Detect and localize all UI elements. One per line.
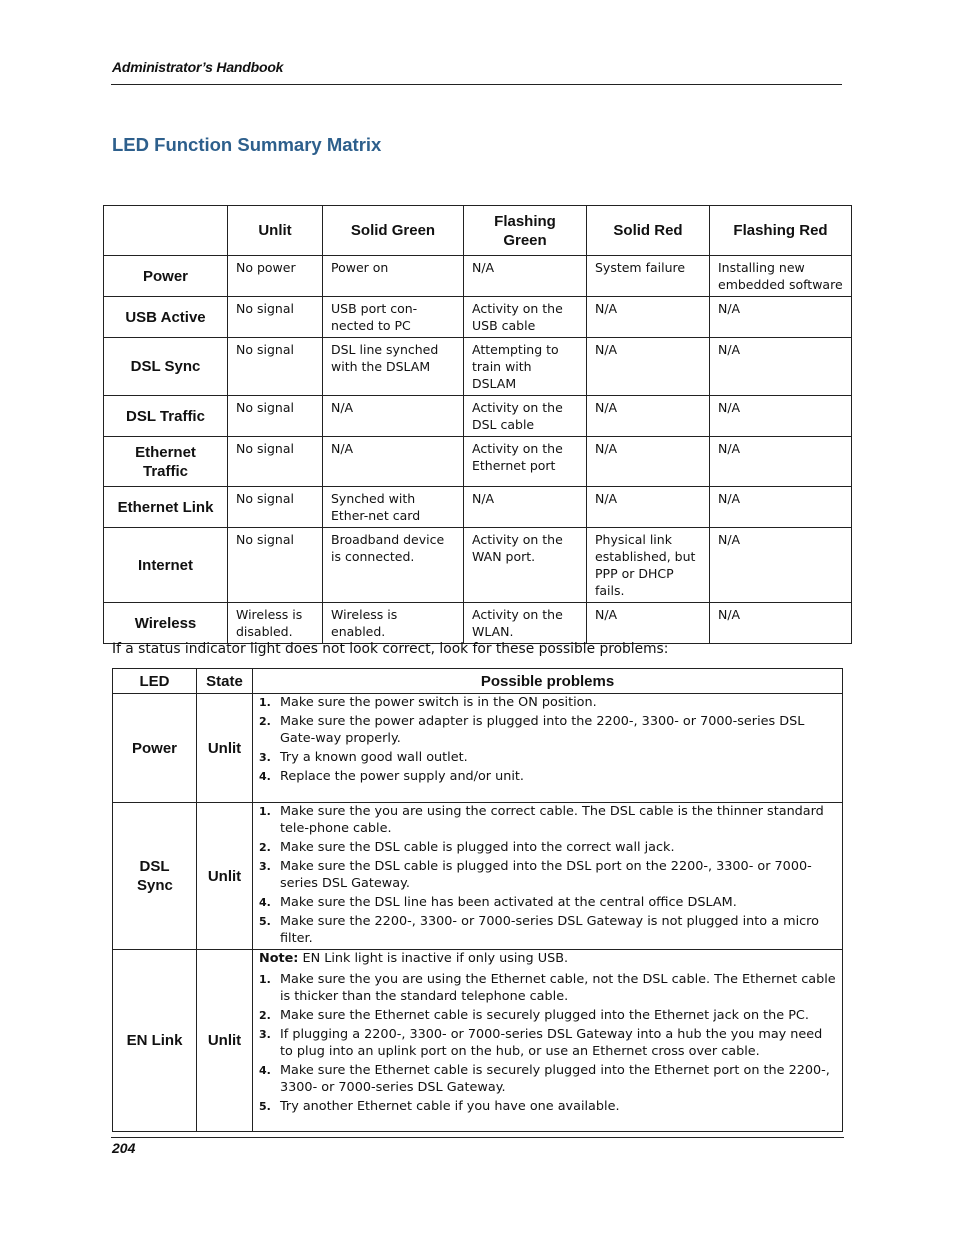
problems-led-state: Unlit <box>197 694 253 803</box>
matrix-cell: N/A <box>710 437 852 487</box>
problems-list-cell <box>253 803 843 950</box>
matrix-column-header: Unlit <box>228 206 323 256</box>
matrix-cell: N/A <box>710 487 852 528</box>
matrix-cell: System failure <box>587 256 710 297</box>
matrix-row-led-name: DSL Sync <box>104 338 228 396</box>
matrix-row-led-name: Ethernet Link <box>104 487 228 528</box>
problem-item <box>259 768 836 785</box>
matrix-cell: N/A <box>323 437 464 487</box>
matrix-cell: N/A <box>464 487 587 528</box>
problem-item <box>259 694 836 711</box>
problem-item-text: Make sure the you are using the Ethernet cable, not the DSL cable. The Ethernet cable is thicker than the standard telephone cable. <box>280 972 836 1004</box>
matrix-cell: Installing new embedded software <box>710 256 852 297</box>
matrix-cell: Physical link established, but PPP or DHCP fails. <box>587 528 710 603</box>
matrix-cell: DSL line synched with the DSLAM <box>323 338 464 396</box>
problems-list <box>259 803 836 947</box>
problems-row <box>113 803 843 950</box>
note-label: Note: <box>259 951 299 966</box>
problem-item-number: 5. <box>259 1100 271 1113</box>
matrix-cell: USB port con-nected to PC <box>323 297 464 338</box>
problems-list <box>259 694 836 785</box>
problems-led-state: Unlit <box>197 950 253 1132</box>
matrix-cell: N/A <box>587 338 710 396</box>
matrix-cell: N/A <box>587 487 710 528</box>
matrix-row <box>104 487 852 528</box>
matrix-cell: N/A <box>710 338 852 396</box>
matrix-row <box>104 528 852 603</box>
header-rule <box>111 84 842 85</box>
problem-item-number: 1. <box>259 805 271 818</box>
matrix-row-led-name: Power <box>104 256 228 297</box>
problems-intro-text: If a status indicator light does not look correct, look for these possible problems: <box>112 641 669 657</box>
problem-item <box>259 858 836 892</box>
matrix-header-row <box>104 206 852 256</box>
problem-item <box>259 894 836 911</box>
matrix-cell: Activity on the Ethernet port <box>464 437 587 487</box>
problems-list <box>259 971 836 1115</box>
note-body: EN Link light is inactive if only using USB. <box>298 951 569 966</box>
problems-led-state: Unlit <box>197 803 253 950</box>
matrix-row-led-name: Internet <box>104 528 228 603</box>
matrix-column-header: Flashing Red <box>710 206 852 256</box>
matrix-corner-cell <box>104 206 228 256</box>
matrix-cell: Activity on the DSL cable <box>464 396 587 437</box>
matrix-cell: N/A <box>710 396 852 437</box>
problem-item-text: Try a known good wall outlet. <box>280 750 468 765</box>
problem-item <box>259 749 836 766</box>
problem-item-text: If plugging a 2200-, 3300- or 7000-series DSL Gateway into a hub the you may need to plug into an uplink port on the hub, or use an Ethernet cross over cable. <box>280 1027 823 1059</box>
problem-item-text: Make sure the you are using the correct cable. The DSL cable is the thinner standard tele-phone cable. <box>280 804 824 836</box>
matrix-cell: Wireless is disabled. <box>228 603 323 644</box>
problem-item <box>259 1098 836 1115</box>
problem-item-text: Make sure the 2200-, 3300- or 7000-series DSL Gateway is not plugged into a micro filter. <box>280 914 819 946</box>
problems-row <box>113 950 843 1132</box>
problem-item-number: 4. <box>259 1064 271 1077</box>
matrix-cell: N/A <box>710 297 852 338</box>
problems-row <box>113 694 843 803</box>
problem-item <box>259 713 836 747</box>
section-title: LED Function Summary Matrix <box>112 134 382 155</box>
problem-item-text: Replace the power supply and/or unit. <box>280 769 525 784</box>
problem-item-text: Make sure the power switch is in the ON position. <box>280 695 597 710</box>
problem-item <box>259 803 836 837</box>
problem-item-text: Try another Ethernet cable if you have one available. <box>280 1099 620 1114</box>
problem-item-text: Make sure the DSL line has been activated at the central office DSLAM. <box>280 895 737 910</box>
problem-item-text: Make sure the Ethernet cable is securely plugged into the Ethernet jack on the PC. <box>280 1008 809 1023</box>
matrix-cell: No signal <box>228 528 323 603</box>
matrix-cell: N/A <box>710 603 852 644</box>
problem-item <box>259 1007 836 1024</box>
matrix-column-header: Flashing Green <box>464 206 587 256</box>
matrix-cell: Synched with Ether-net card <box>323 487 464 528</box>
problems-column-header: Possible problems <box>253 669 843 694</box>
matrix-column-header: Solid Red <box>587 206 710 256</box>
problem-item <box>259 1026 836 1060</box>
matrix-cell: Broadband device is connected. <box>323 528 464 603</box>
problems-led-name: EN Link <box>113 950 197 1132</box>
matrix-row-led-name: DSL Traffic <box>104 396 228 437</box>
matrix-column-header: Solid Green <box>323 206 464 256</box>
possible-problems-table <box>112 668 843 1132</box>
matrix-cell: Activity on the WLAN. <box>464 603 587 644</box>
matrix-cell: N/A <box>710 528 852 603</box>
problem-item-number: 2. <box>259 715 271 728</box>
matrix-cell: N/A <box>587 297 710 338</box>
matrix-cell: No power <box>228 256 323 297</box>
problem-item-number: 2. <box>259 1009 271 1022</box>
problem-item-number: 1. <box>259 696 271 709</box>
matrix-cell: Attempting to train with DSLAM <box>464 338 587 396</box>
matrix-cell: N/A <box>587 603 710 644</box>
matrix-cell: No signal <box>228 487 323 528</box>
note-text <box>259 950 836 967</box>
matrix-row <box>104 437 852 487</box>
problem-item-number: 4. <box>259 770 271 783</box>
problem-item-text: Make sure the DSL cable is plugged into the correct wall jack. <box>280 840 675 855</box>
matrix-row-led-name: Wireless <box>104 603 228 644</box>
led-function-matrix <box>103 205 852 644</box>
problem-item-number: 5. <box>259 915 271 928</box>
problem-item-number: 1. <box>259 973 271 986</box>
footer-rule <box>111 1137 844 1138</box>
problem-item <box>259 839 836 856</box>
problem-item-number: 3. <box>259 751 271 764</box>
problem-item <box>259 1062 836 1096</box>
matrix-cell: No signal <box>228 396 323 437</box>
matrix-row <box>104 256 852 297</box>
problem-item-number: 4. <box>259 896 271 909</box>
problems-led-name: DSL Sync <box>113 803 197 950</box>
matrix-row <box>104 603 852 644</box>
matrix-cell: Wireless is enabled. <box>323 603 464 644</box>
matrix-cell: No signal <box>228 437 323 487</box>
matrix-cell: N/A <box>323 396 464 437</box>
problem-item-number: 3. <box>259 1028 271 1041</box>
problems-header-row <box>113 669 843 694</box>
problem-item-number: 3. <box>259 860 271 873</box>
problem-item-text: Make sure the power adapter is plugged into the 2200-, 3300- or 7000-series DSL Gate-way properly. <box>280 714 805 746</box>
matrix-cell: No signal <box>228 338 323 396</box>
matrix-row <box>104 338 852 396</box>
problem-item <box>259 971 836 1005</box>
problems-list-cell <box>253 950 843 1132</box>
matrix-row-led-name: USB Active <box>104 297 228 338</box>
matrix-row-led-name: Ethernet Traffic <box>104 437 228 487</box>
matrix-cell: Power on <box>323 256 464 297</box>
problems-column-header: State <box>197 669 253 694</box>
running-header-title: Administrator’s Handbook <box>112 59 284 75</box>
problem-item-number: 2. <box>259 841 271 854</box>
problem-item-text: Make sure the DSL cable is plugged into the DSL port on the 2200-, 3300- or 7000-series DSL Gateway. <box>280 859 812 891</box>
matrix-cell: No signal <box>228 297 323 338</box>
matrix-cell: Activity on the USB cable <box>464 297 587 338</box>
matrix-row <box>104 396 852 437</box>
matrix-cell: N/A <box>587 396 710 437</box>
problems-led-name: Power <box>113 694 197 803</box>
matrix-cell: N/A <box>464 256 587 297</box>
problems-column-header: LED <box>113 669 197 694</box>
matrix-cell: Activity on the WAN port. <box>464 528 587 603</box>
page-number: 204 <box>112 1140 136 1156</box>
problems-list-cell <box>253 694 843 803</box>
problem-item <box>259 913 836 947</box>
matrix-row <box>104 297 852 338</box>
problem-item-text: Make sure the Ethernet cable is securely plugged into the Ethernet port on the 2200-, 3300- or 7000-series DSL Gateway. <box>280 1063 830 1095</box>
matrix-cell: N/A <box>587 437 710 487</box>
